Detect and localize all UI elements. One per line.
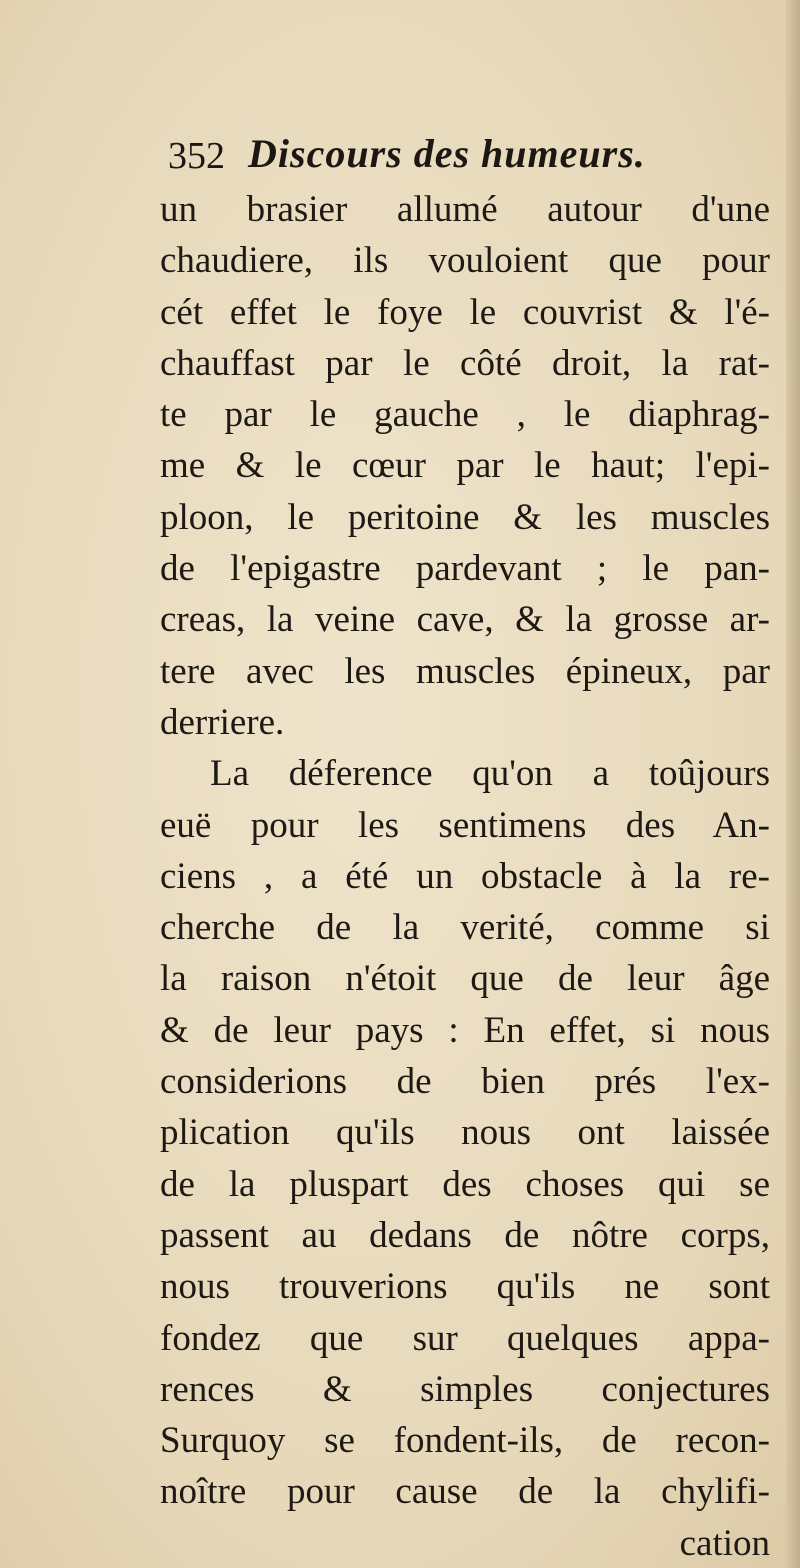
text-line: me & le cœur par le haut; l'epi-: [160, 445, 770, 487]
text-line: la raison n'étoit que de leur âge: [160, 958, 770, 1000]
text-line: Surquoy se fondent-ils, de recon-: [160, 1420, 770, 1462]
page-number: 352: [168, 135, 225, 177]
text-line: chaudiere, ils vouloient que pour: [160, 240, 770, 282]
text-line: cherche de la verité, comme si: [160, 907, 770, 949]
page-edge: [786, 0, 800, 1568]
text-line: te par le gauche , le diaphrag-: [160, 394, 770, 436]
text-line: cét effet le foye le couvrist & l'é-: [160, 291, 770, 333]
running-title: Discours des humeurs.: [248, 131, 646, 176]
text-line: & de leur pays : En effet, si nous: [160, 1009, 770, 1051]
text-line: nous trouverions qu'ils ne sont: [160, 1266, 770, 1308]
text-line: tere avec les muscles épineux, par: [160, 650, 770, 692]
text-line: plication qu'ils nous ont laissée: [160, 1112, 770, 1154]
paragraph-start-line: La déference qu'on a toûjours: [210, 753, 770, 795]
body-text: [160, 184, 770, 1568]
text-line: rences & simples conjectures: [160, 1368, 770, 1410]
text-line: euë pour les sentimens des An-: [160, 804, 770, 846]
text-line: de la pluspart des choses qui se: [160, 1163, 770, 1205]
text-line: creas, la veine cave, & la grosse ar-: [160, 599, 770, 641]
text-line: un brasier allumé autour d'une: [160, 189, 770, 230]
page-header: [168, 128, 768, 188]
text-line: chauffast par le côté droit, la rat-: [160, 342, 770, 384]
text-line: passent au dedans de nôtre corps,: [160, 1214, 770, 1256]
text-line: derriere.: [160, 701, 285, 743]
text-line: fondez que sur quelques appa-: [160, 1317, 770, 1359]
text-line: ploon, le peritoine & les muscles: [160, 496, 770, 538]
text-line: noître pour cause de la chylifi-: [160, 1471, 770, 1513]
text-line: ciens , a été un obstacle à la re-: [160, 855, 770, 897]
text-line: de l'epigastre pardevant ; le pan-: [160, 548, 770, 590]
text-line: considerions de bien prés l'ex-: [160, 1061, 770, 1103]
catchword: cation: [679, 1522, 770, 1564]
